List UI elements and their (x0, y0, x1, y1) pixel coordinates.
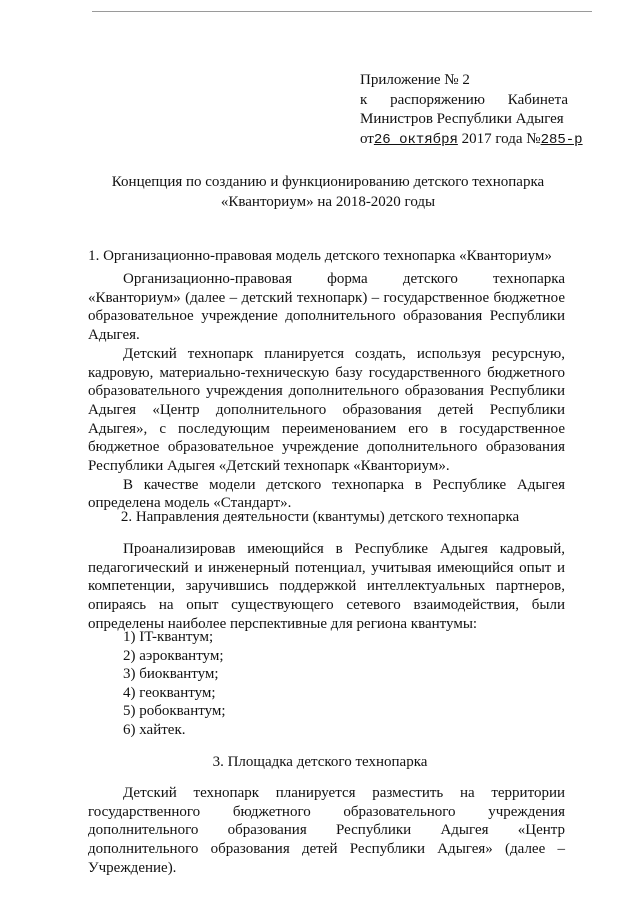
ministers-line: Министров Республики Адыгея (360, 111, 564, 128)
list-item: 4) геоквантум; (123, 684, 216, 701)
to-word: к (360, 91, 368, 108)
document-title (80, 172, 576, 212)
appendix-number: Приложение № 2 (360, 72, 470, 88)
kvantum-list (123, 628, 423, 739)
list-item: 5) робоквантум; (123, 703, 226, 719)
section-3-paragraph-1: Детский технопарк планируется разместить на территории государственного бюджетного образовательного учреждения дополнительного образования Республики Адыгея «Центр дополнительного образования детей Республики Адыгея» (далее – Учреждение). (88, 785, 565, 876)
list-item: 6) хайтек. (123, 721, 186, 738)
order-word: распоряжению (390, 91, 485, 108)
section-2-heading: 2. Направления деятельности (квантумы) детского технопарка (120, 509, 520, 525)
section-1-paragraph-2: Детский технопарк планируется создать, используя ресурсную, кадровую, материально-техническую базу государственного бюджетного образовательного учреждения дополнительного образования Республики Адыгея «Центр дополнительного образования детей Республики Адыгея», с последующим переименованием его в государственное бюджетное образовательное учреждение дополнительного образования Республики Адыгея «Детский технопарк «Кванториум». (88, 345, 565, 475)
order-date: 26 октября (373, 131, 458, 148)
order-reference-line (360, 91, 568, 111)
section-1-paragraph-3: В качестве модели детского технопарка в Республике Адыгея определена модель «Стандарт». (88, 476, 565, 512)
section-2-body (88, 540, 565, 634)
order-number: 285-р (540, 131, 583, 148)
section-1-heading: 1. Организационно-правовая модель детского технопарка «Кванториум» (88, 248, 552, 264)
date-number-line (360, 130, 583, 151)
section-3-body (88, 784, 565, 878)
title-line-1: Концепция по созданию и функционированию детского технопарка (111, 174, 545, 190)
section-1-body (88, 270, 565, 513)
appendix-header (360, 71, 583, 150)
title-line-2: «Кванториум» на 2018-2020 годы (220, 194, 436, 210)
from-word: от (360, 130, 374, 147)
order-year: 2017 года № (461, 130, 541, 147)
cabinet-word: Кабинета (507, 91, 568, 108)
list-item: 1) IT-квантум; (123, 629, 214, 645)
list-item: 2) аэроквантум; (123, 647, 224, 664)
list-item: 3) биоквантум; (123, 666, 219, 682)
section-2-paragraph-1: Проанализировав имеющийся в Республике Адыгея кадровый, педагогический и инженерный потенциал, учитывая имеющийся опыт и компетенции, заручившись поддержкой интеллектуальных партнеров, опираясь на опыт существующего сетевого взаимодействия, были определены наиболее перспективные для региона квантумы: (88, 541, 565, 632)
section-3-heading: 3. Площадка детского технопарка (212, 754, 428, 770)
scan-top-edge-line (92, 11, 592, 12)
section-1-paragraph-1: Организационно-правовая форма детского технопарка «Кванториум» (далее – детский технопарк) – государственное бюджетное образовательное учреждение дополнительного образования Республики Адыгея. (88, 271, 565, 344)
